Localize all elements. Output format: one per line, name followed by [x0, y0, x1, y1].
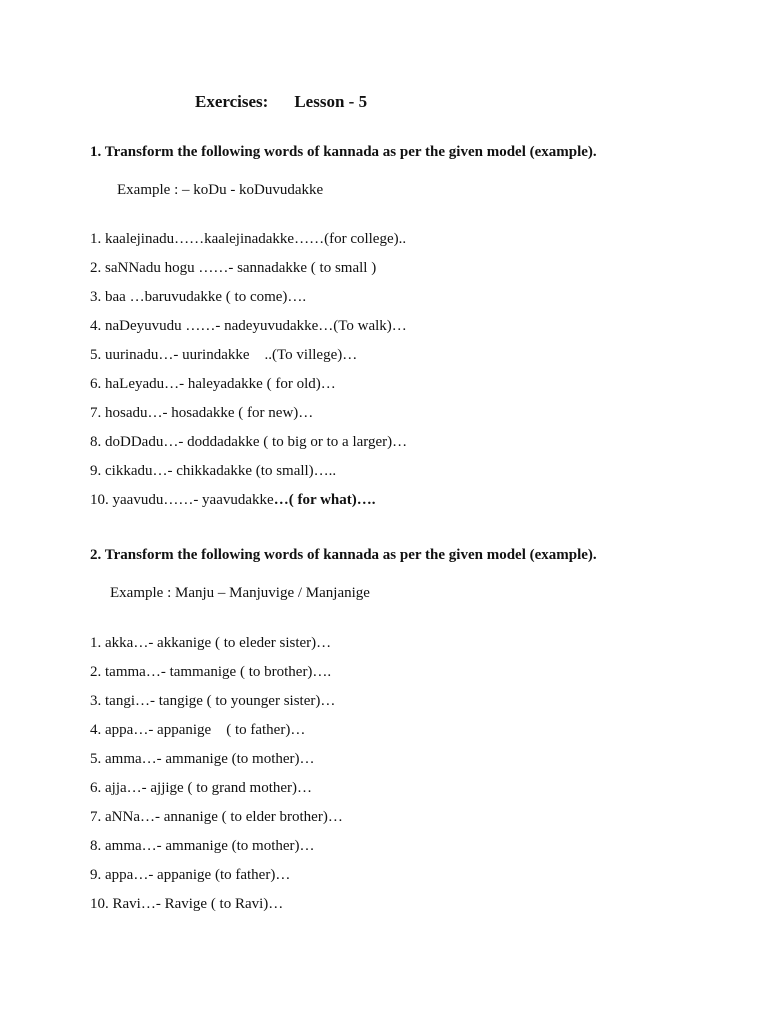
- section1-heading: 1. Transform the following words of kannada as per the given model (example).: [90, 144, 597, 160]
- list-item: 8. doDDadu…- doddadakke ( to big or to a larger)…: [90, 434, 408, 450]
- list-item: 10. Ravi…- Ravige ( to Ravi)…: [90, 896, 284, 912]
- title-lesson: Lesson - 5: [294, 92, 368, 111]
- list-item: 4. naDeyuvudu ……- nadeyuvudakke…(To walk)…: [90, 318, 407, 334]
- list-item: 1. akka…- akkanige ( to eleder sister)…: [90, 635, 332, 651]
- section1-example: Example : – koDu - koDuvudakke: [117, 182, 324, 198]
- list-item: 2. tamma…- tammanige ( to brother)….: [90, 664, 332, 680]
- list-item: 7. aNNa…- annanige ( to elder brother)…: [90, 809, 343, 825]
- list-item: 4. appa…- appanige ( to father)…: [90, 722, 306, 738]
- section2-list: [90, 633, 343, 923]
- list-item-bold-text: …( for what)….: [273, 492, 376, 508]
- list-item: 7. hosadu…- hosadakke ( for new)…: [90, 405, 314, 421]
- section2-example: Example : Manju – Manjuvige / Manjanige: [110, 585, 370, 601]
- list-item: 6. haLeyadu…- haleyadakke ( for old)…: [90, 376, 336, 392]
- section1-list: [90, 229, 407, 519]
- section2-heading: 2. Transform the following words of kannada as per the given model (example).: [90, 547, 597, 563]
- list-item: 5. uurinadu…- uurindakke ..(To villege)…: [90, 347, 358, 363]
- list-item: 5. amma…- ammanige (to mother)…: [90, 751, 315, 767]
- list-item: 9. appa…- appanige (to father)…: [90, 867, 291, 883]
- list-item: 1. kaalejinadu……kaalejinadakke……(for college)..: [90, 231, 407, 247]
- list-item: [90, 490, 407, 519]
- list-item: 3. tangi…- tangige ( to younger sister)…: [90, 693, 336, 709]
- list-item: 9. cikkadu…- chikkadakke (to small)…..: [90, 463, 337, 479]
- page-title: [195, 92, 367, 112]
- list-item: 2. saNNadu hogu ……- sannadakke ( to small ): [90, 260, 377, 276]
- list-item: 3. baa …baruvudakke ( to come)….: [90, 289, 307, 305]
- list-item: 6. ajja…- ajjige ( to grand mother)…: [90, 780, 313, 796]
- title-exercises: Exercises:: [195, 92, 269, 111]
- list-item: 8. amma…- ammanige (to mother)…: [90, 838, 315, 854]
- list-item-text: 10. yaavudu……- yaavudakke: [90, 492, 274, 508]
